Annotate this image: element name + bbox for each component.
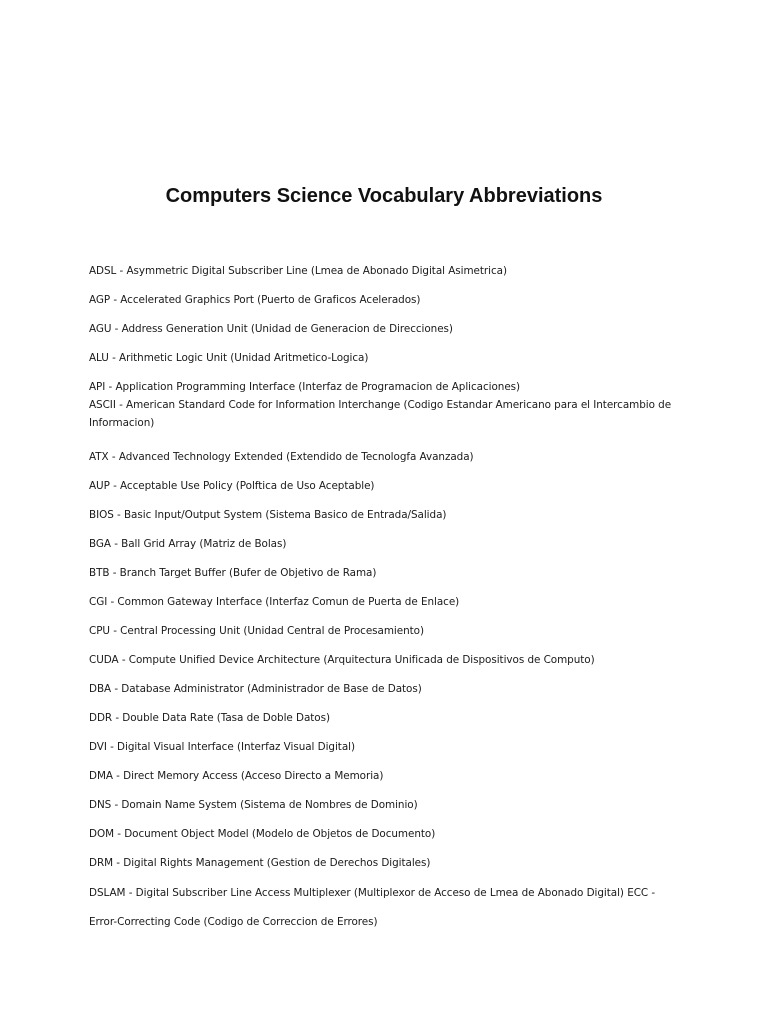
list-item: DBA - Database Administrator (Administrador de Base de Datos) (89, 683, 422, 695)
list-item: DMA - Direct Memory Access (Acceso Directo a Memoria) (89, 770, 384, 782)
list-item: DOM - Document Object Model (Modelo de Objetos de Documento) (89, 828, 436, 840)
list-item: DDR - Double Data Rate (Tasa de Doble Datos) (89, 712, 330, 724)
list-item: AUP - Acceptable Use Policy (Polftica de Uso Aceptable) (89, 480, 375, 492)
abbreviation-list (89, 262, 679, 948)
list-item: DNS - Domain Name System (Sistema de Nombres de Dominio) (89, 799, 418, 811)
list-item: ATX - Advanced Technology Extended (Extendido de Tecnologfa Avanzada) (89, 451, 474, 463)
list-item: CGI - Common Gateway Interface (Interfaz Comun de Puerta de Enlace) (89, 596, 460, 608)
list-item: BTB - Branch Target Buffer (Bufer de Objetivo de Rama) (89, 567, 377, 579)
list-item: ADSL - Asymmetric Digital Subscriber Line (Lmea de Abonado Digital Asimetrica) (89, 265, 507, 277)
list-item: API - Application Programming Interface (Interfaz de Programacion de Aplicaciones) (89, 381, 521, 393)
list-item: CUDA - Compute Unified Device Architecture (Arquitectura Unificada de Dispositivos de Computo) (89, 654, 595, 666)
list-item: ASCII - American Standard Code for Information Interchange (Codigo Estandar Americano para el Intercambio de Informacion) (89, 399, 672, 429)
list-item: ALU - Arithmetic Logic Unit (Unidad Aritmetico-Logica) (89, 352, 369, 364)
list-item: DVI - Digital Visual Interface (Interfaz Visual Digital) (89, 741, 355, 753)
list-item: BGA - Ball Grid Array (Matriz de Bolas) (89, 538, 287, 550)
list-item: AGP - Accelerated Graphics Port (Puerto de Graficos Acelerados) (89, 294, 421, 306)
list-item: BIOS - Basic Input/Output System (Sistema Basico de Entrada/Salida) (89, 509, 447, 521)
list-item: DRM - Digital Rights Management (Gestion de Derechos Digitales) (89, 857, 431, 869)
list-item: CPU - Central Processing Unit (Unidad Central de Procesamiento) (89, 625, 424, 637)
list-item: DSLAM - Digital Subscriber Line Access Multiplexer (Multiplexor de Acceso de Lmea de Abonado Digital) ECC - Error-Correcting Code (Codigo de Correccion de Errores) (89, 887, 656, 928)
document-title: Computers Science Vocabulary Abbreviations (165, 185, 603, 207)
list-item: AGU - Address Generation Unit (Unidad de Generacion de Direcciones) (89, 323, 453, 335)
